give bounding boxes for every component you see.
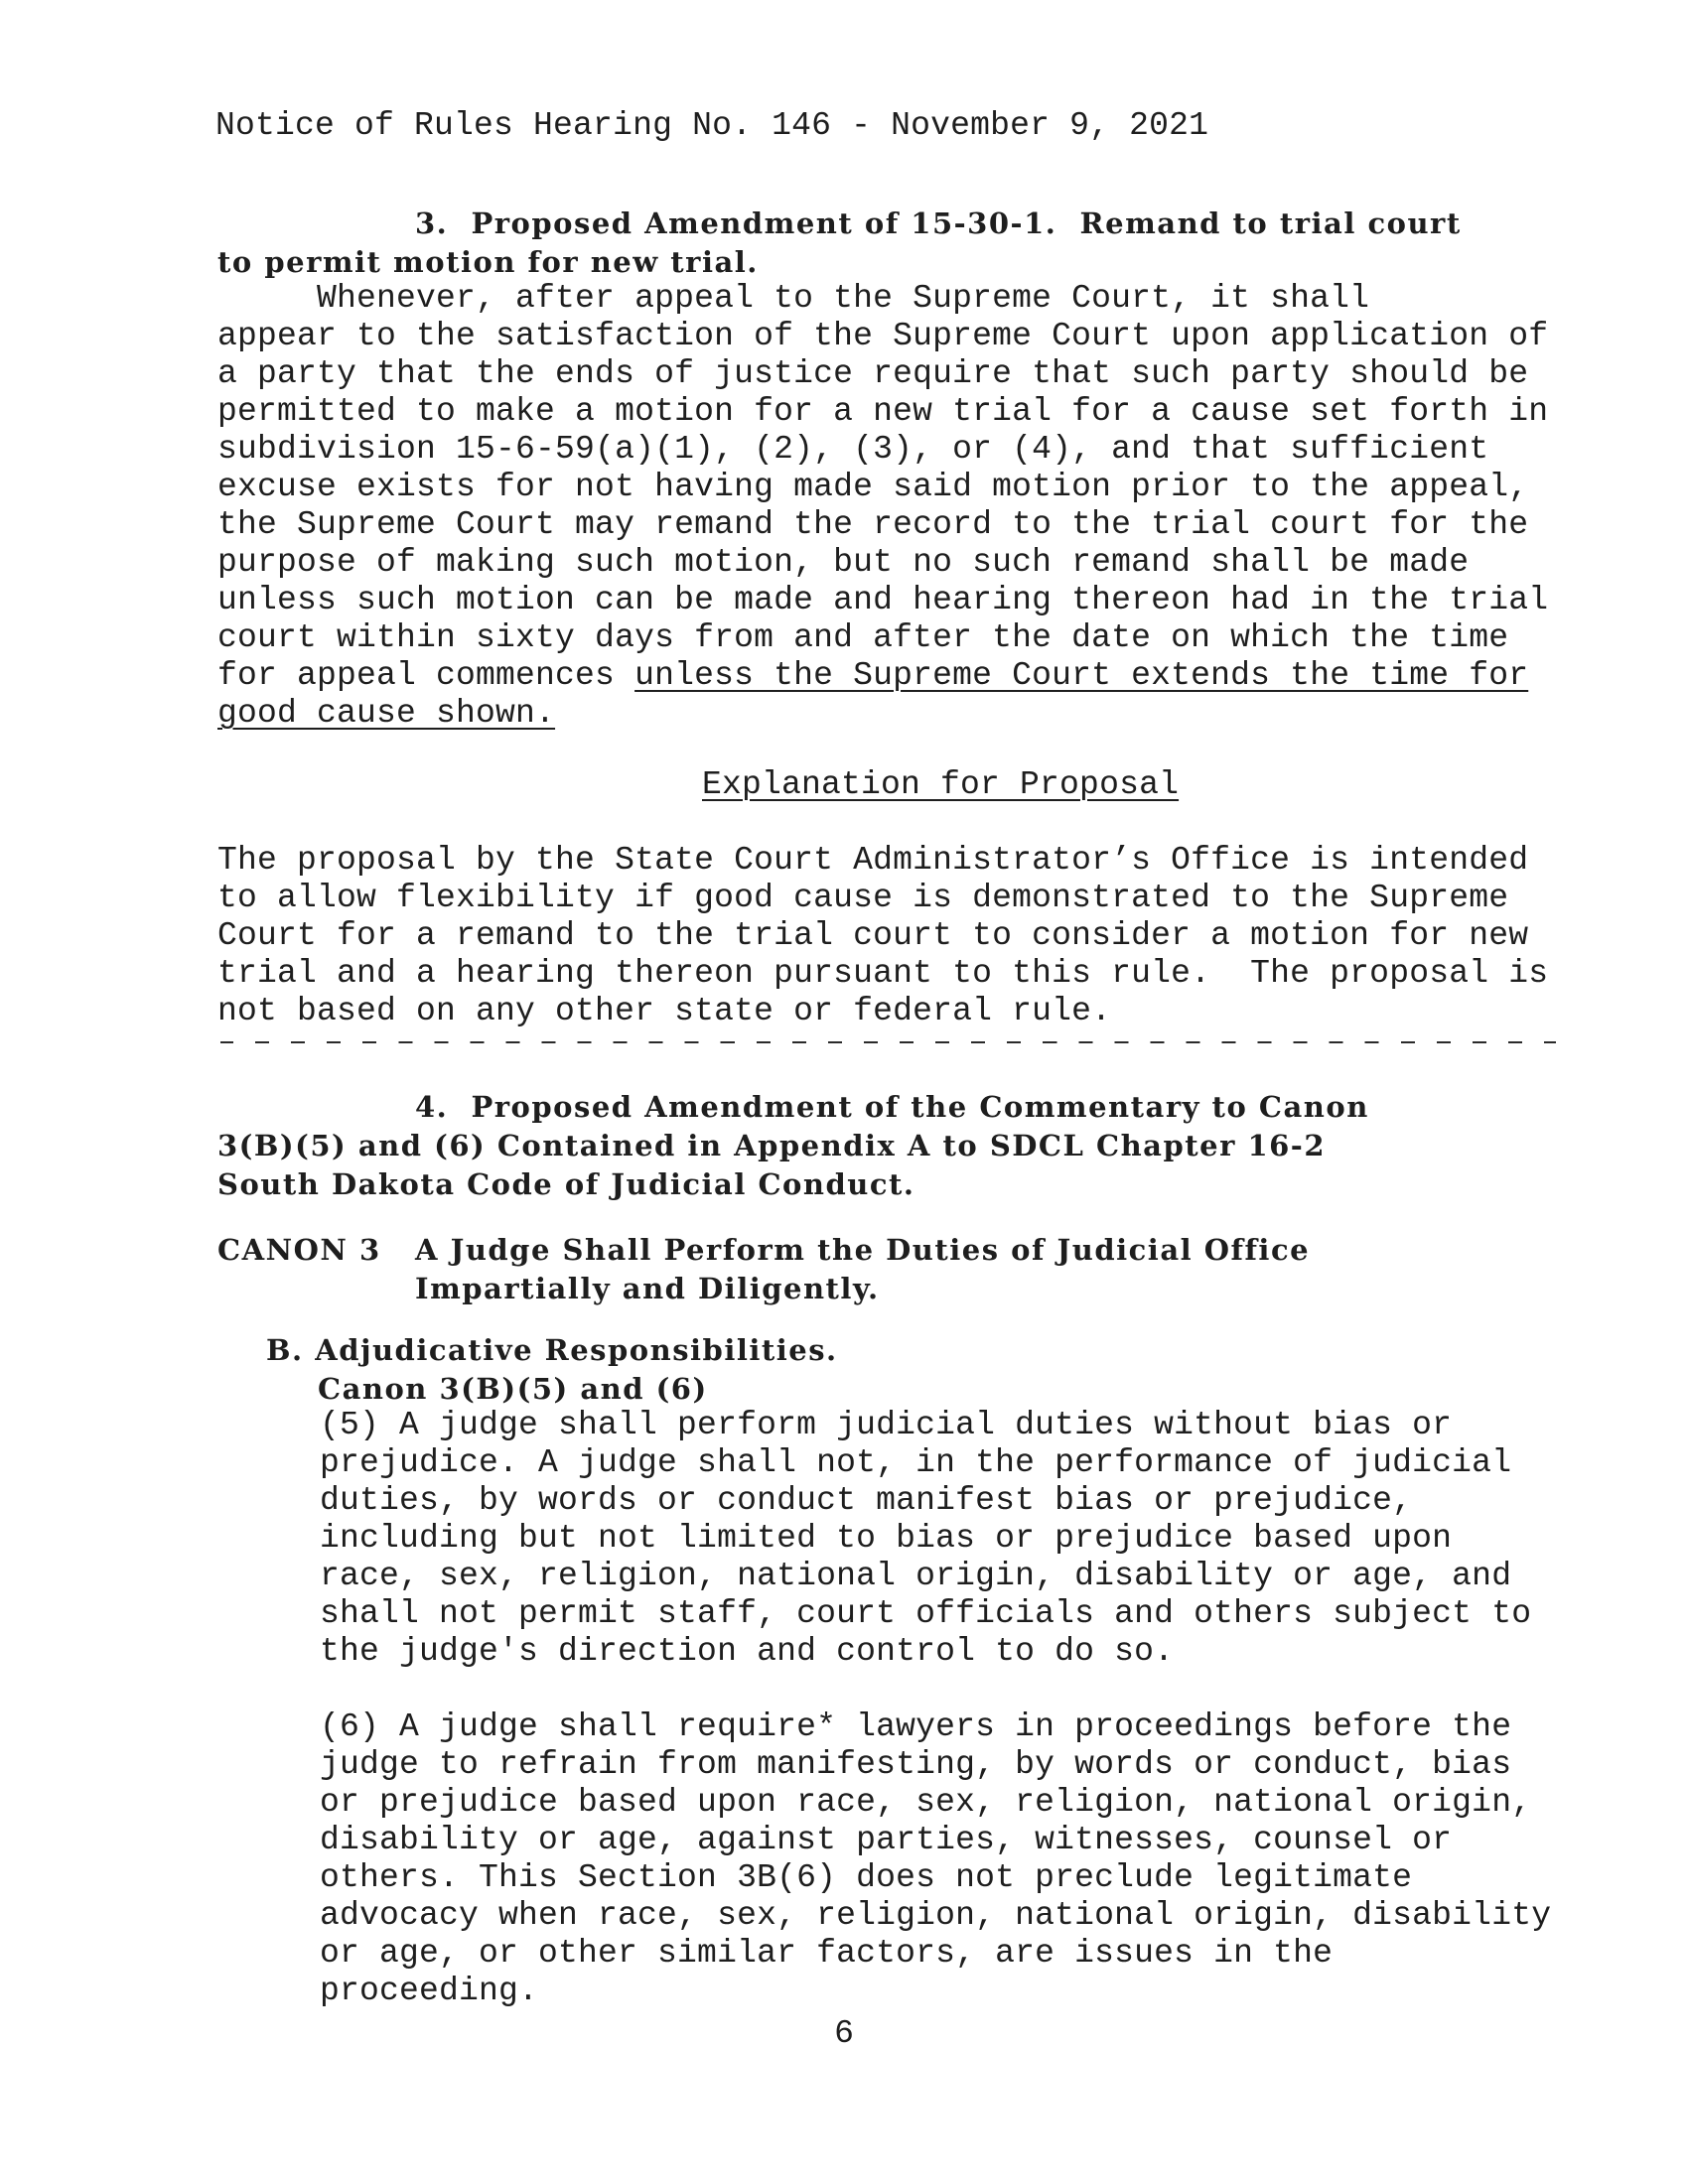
paragraph-5-line: duties, by words or conduct manifest bias or prejudice, [320, 1482, 1413, 1519]
paragraph-6-line: others. This Section 3B(6) does not preclude legitimate [320, 1859, 1413, 1896]
explanation-line: to allow flexibility if good cause is demonstrated to the Supreme [217, 880, 1509, 916]
section4-heading-line3: South Dakota Code of Judicial Conduct. [217, 1167, 915, 1201]
section3-body-line: a party that the ends of justice require that such party should be [217, 355, 1529, 392]
section3-body-line: excuse exists for not having made said motion prior to the appeal, [217, 469, 1529, 505]
explanation-line: not based on any other state or federal rule. [217, 993, 1112, 1029]
section3-body-line: appear to the satisfaction of the Supreme Court upon application of [217, 318, 1549, 354]
section4-heading-line1: 4. Proposed Amendment of the Commentary to Canon [415, 1090, 1369, 1124]
explanation-heading: Explanation for Proposal [702, 766, 1180, 803]
canon-label: CANON 3 [217, 1233, 381, 1267]
subsection-b-heading: B. Adjudicative Responsibilities. [266, 1333, 838, 1367]
paragraph-5-line: prejudice. A judge shall not, in the performance of judicial [320, 1444, 1512, 1481]
paragraph-6-line: (6) A judge shall require* lawyers in proceedings before the [320, 1708, 1512, 1745]
canon-title-line2: Impartially and Diligently. [415, 1272, 880, 1305]
paragraph-6-line: or age, or other similar factors, are issues in the [320, 1935, 1334, 1972]
explanation-line: trial and a hearing thereon pursuant to this rule. The proposal is [217, 955, 1549, 992]
paragraph-6-line: advocacy when race, sex, religion, national origin, disability [320, 1897, 1552, 1934]
paragraph-6-line: disability or age, against parties, witnesses, counsel or [320, 1822, 1453, 1858]
section3-last-line-plain: for appeal commences [217, 657, 635, 694]
paragraph-6-line: or prejudice based upon race, sex, religion, national origin, [320, 1784, 1532, 1821]
section4-heading-line2: 3(B)(5) and (6) Contained in Appendix A to SDCL Chapter 16-2 [217, 1129, 1327, 1162]
section3-body-line: the Supreme Court may remand the record to the trial court for the [217, 506, 1529, 543]
section3-heading-line1: 3. Proposed Amendment of 15-30-1. Remand to trial court [415, 206, 1462, 240]
section3-body-line: court within sixty days from and after the date on which the time [217, 619, 1509, 656]
section3-last-line-underlined: unless the Supreme Court extends the time for [634, 657, 1529, 694]
explanation-line: The proposal by the State Court Administrator’s Office is intended [217, 842, 1529, 879]
page-number: 6 [834, 2015, 854, 2052]
section3-body-line: Whenever, after appeal to the Supreme Court, it shall [217, 280, 1370, 317]
section3-body-line: subdivision 15-6-59(a)(1), (2), (3), or (4), and that sufficient [217, 431, 1489, 468]
section3-heading-line2: to permit motion for new trial. [217, 245, 759, 279]
explanation-line: Court for a remand to the trial court to consider a motion for new [217, 917, 1529, 954]
notice-header: Notice of Rules Hearing No. 146 - November 9, 2021 [215, 107, 1209, 144]
section3-body-line: unless such motion can be made and hearing thereon had in the trial [217, 582, 1549, 618]
section3-final-underlined: good cause shown. [217, 695, 556, 732]
section3-body-last-line [217, 657, 1528, 695]
paragraph-5-line: race, sex, religion, national origin, disability or age, and [320, 1558, 1512, 1594]
section-separator [220, 1041, 1556, 1043]
section3-body-line: purpose of making such motion, but no such remand shall be made [217, 544, 1470, 581]
paragraph-5-line: shall not permit staff, court officials and others subject to [320, 1595, 1532, 1632]
paragraph-5-line: (5) A judge shall perform judicial duties without bias or [320, 1407, 1453, 1443]
paragraph-6-line: judge to refrain from manifesting, by words or conduct, bias [320, 1746, 1512, 1783]
section3-body-line: permitted to make a motion for a new trial for a cause set forth in [217, 393, 1549, 430]
canon-title-line1: A Judge Shall Perform the Duties of Judicial Office [415, 1233, 1311, 1267]
paragraph-5-line: the judge's direction and control to do so. [320, 1633, 1175, 1670]
paragraph-6-line: proceeding. [320, 1973, 539, 2009]
paragraph-5-line: including but not limited to bias or prejudice based upon [320, 1520, 1453, 1557]
subsection-b-subheading: Canon 3(B)(5) and (6) [318, 1372, 708, 1406]
